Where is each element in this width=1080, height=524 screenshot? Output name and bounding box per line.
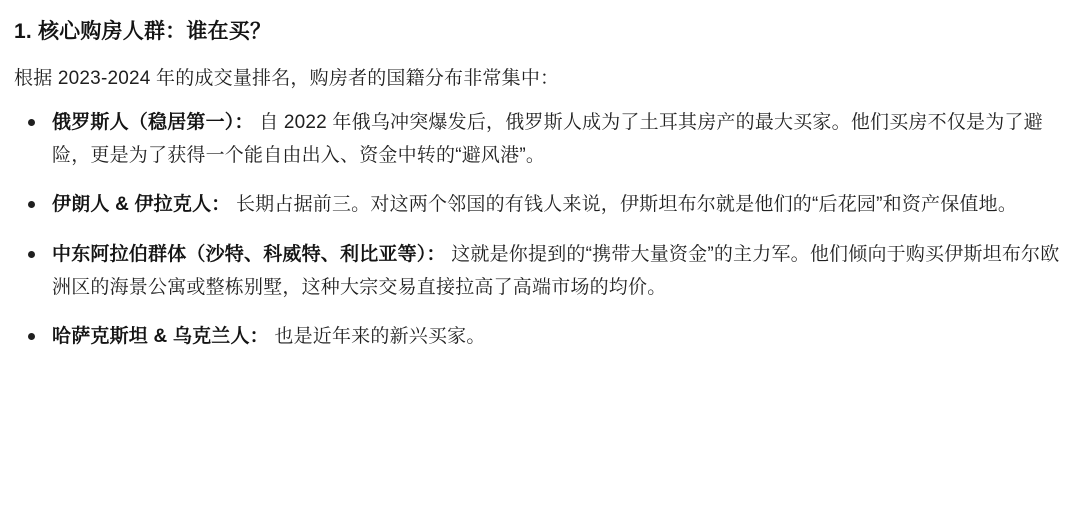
- intro-paragraph: 根据 2023-2024 年的成交量排名，购房者的国籍分布非常集中：: [14, 67, 560, 89]
- bullet-dot-icon: [28, 333, 35, 340]
- list-item: [14, 239, 1066, 304]
- list-item: [14, 107, 1066, 172]
- list-item: [14, 189, 1066, 222]
- list-item-lead: 哈萨克斯坦 & 乌克兰人：: [52, 326, 269, 348]
- list-item-text: 也是近年来的新兴买家。: [274, 326, 486, 348]
- buyer-groups-list: [14, 107, 1066, 354]
- list-item-lead: 中东阿拉伯群体（沙特、科威特、利比亚等）：: [52, 243, 446, 265]
- list-item-lead: 俄罗斯人（稳居第一）：: [52, 111, 254, 133]
- bullet-dot-icon: [28, 119, 35, 126]
- bullet-dot-icon: [28, 251, 35, 258]
- page-title: 1. 核心购房人群：谁在买？: [14, 20, 272, 43]
- bullet-dot-icon: [28, 201, 35, 208]
- list-item-text: 长期占据前三。对这两个邻国的有钱人来说，伊斯坦布尔就是他们的“后花园”和资产保值地。: [235, 194, 1018, 216]
- list-item: [14, 321, 1066, 354]
- list-item-lead: 伊朗人 & 伊拉克人：: [52, 194, 231, 216]
- list-item-text: 这就是你提到的“携带大量资金”的主力军。他们倾向于购买伊斯坦布尔欧洲区的海景公寓或整栋别墅，这种大宗交易直接拉高了高端市场的均价。: [52, 243, 1060, 298]
- list-item-text: 自 2022 年俄乌冲突爆发后，俄罗斯人成为了土耳其房产的最大买家。他们买房不仅是为了避险，更是为了获得一个能自由出入、资金中转的“避风港”。: [52, 111, 1043, 166]
